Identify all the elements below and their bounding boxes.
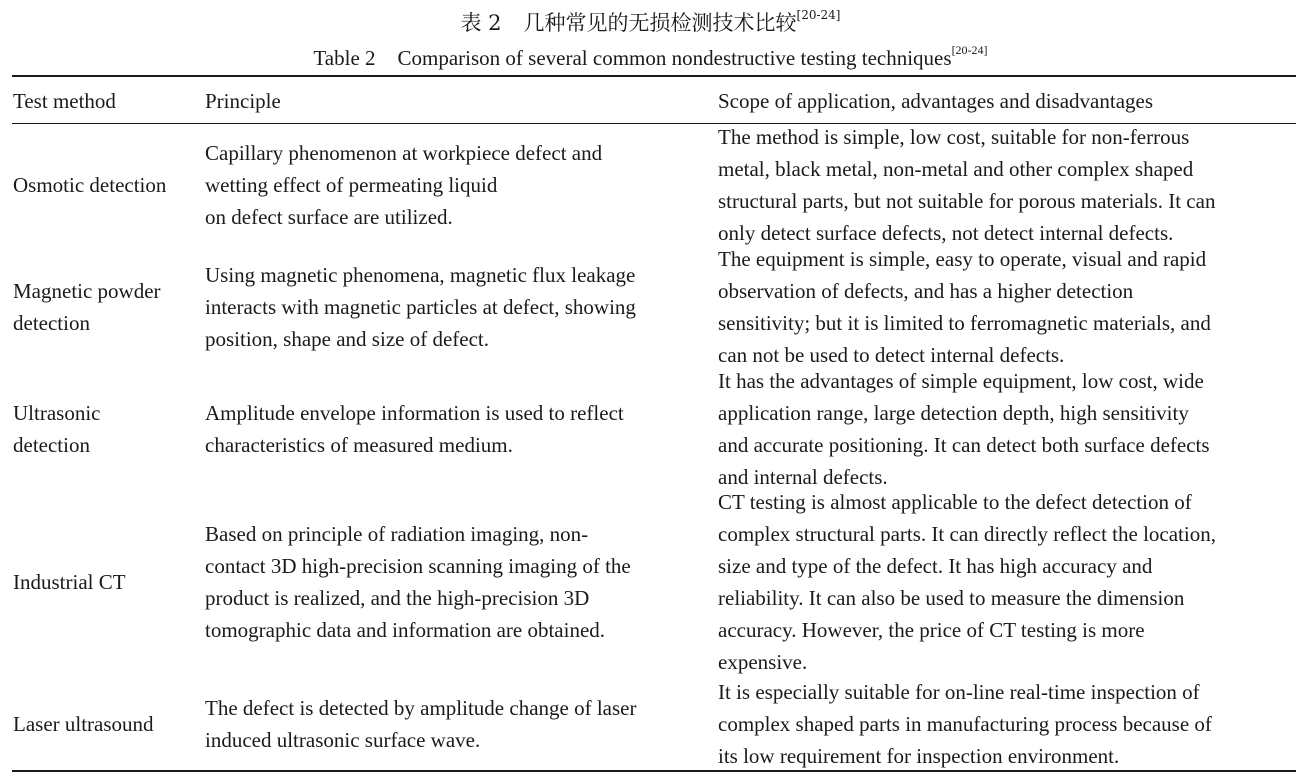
row-method: Industrial CT [13, 570, 126, 594]
caption-english-reference: [20-24] [951, 43, 988, 57]
caption-chinese [0, 0, 1301, 35]
caption-english-label: Table 2 [313, 46, 376, 70]
row-scope: The method is simple, low cost, suitable for non-ferrous metal, black metal, non-metal and other complex shaped structural parts, but not suitable for porous materials. It can only detect surface defects, not detect internal defects. [718, 125, 1216, 245]
row-method: Laser ultrasound [13, 712, 154, 736]
caption-chinese-reference: [20-24] [796, 8, 841, 22]
row-principle: Amplitude envelope information is used to reflect characteristics of measured medium. [205, 401, 624, 457]
row-scope: CT testing is almost applicable to the defect detection of complex structural parts. It can directly reflect the location, size and type of the defect. It has high accuracy and reliability. It can also be used to measure the dimension accuracy. However, the price of CT testing is more expensive. [718, 490, 1216, 674]
row-principle: Based on principle of radiation imaging, non- contact 3D high-precision scanning imaging of the product is realized, and the high-precision 3D tomographic data and information are obtained. [205, 522, 631, 642]
row-principle: Capillary phenomenon at workpiece defect and wetting effect of permeating liquid on defect surface are utilized. [205, 141, 603, 229]
caption-chinese-title: 几种常见的无损检测技术比较 [523, 11, 797, 35]
row-principle: The defect is detected by amplitude change of laser induced ultrasonic surface wave. [205, 696, 637, 752]
row-scope: It has the advantages of simple equipment, low cost, wide application range, large detection depth, high sensitivity and accurate positioning. It can detect both surface defects and internal defects. [718, 369, 1210, 489]
header-scope: Scope of application, advantages and disadvantages [718, 89, 1154, 113]
caption-english-title: Comparison of several common nondestructive testing techniques [397, 46, 952, 70]
header-principle: Principle [205, 89, 281, 113]
header-test-method: Test method [13, 89, 116, 113]
caption-english [0, 34, 1301, 70]
table-top-rule [12, 75, 1296, 77]
row-method: Ultrasonic detection [13, 401, 101, 457]
caption-chinese-label: 表 2 [460, 11, 502, 35]
row-method: Osmotic detection [13, 173, 167, 197]
row-method: Magnetic powder detection [13, 279, 161, 335]
row-principle: Using magnetic phenomena, magnetic flux leakage interacts with magnetic particles at defect, showing position, shape and size of defect. [205, 263, 636, 351]
row-scope: The equipment is simple, easy to operate, visual and rapid observation of defects, and has a higher detection sensitivity; but it is limited to ferromagnetic materials, and can not be used to detect internal defects. [718, 247, 1211, 367]
row-scope: It is especially suitable for on-line real-time inspection of complex shaped parts in manufacturing process because of its low requirement for inspection environment. [718, 680, 1212, 768]
